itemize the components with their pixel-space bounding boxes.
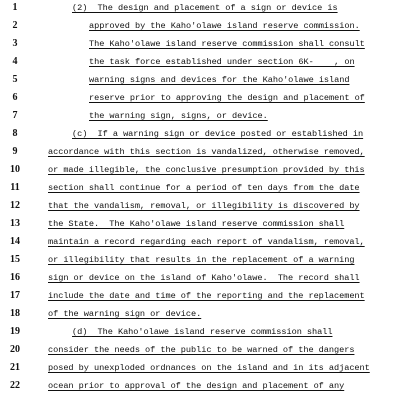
line-text: approved by the Kaho'olawe island reserve commission. [89,21,360,31]
line-number: 5 [12,74,18,85]
line-number: 16 [10,272,20,283]
text-line [0,271,400,289]
text-line [0,289,400,307]
line-number: 13 [10,218,20,229]
line-number: 9 [12,146,18,157]
line-text: posed by unexploded ordnances on the island and in its adjacent [48,363,370,373]
text-line [0,1,400,19]
text-line [0,145,400,163]
text-line [0,127,400,145]
line-number: 3 [12,38,18,49]
line-number: 6 [12,92,18,103]
text-line [0,325,400,343]
line-text: of the warning sign or device. [48,309,202,319]
text-line [0,55,400,73]
line-number: 4 [12,56,18,67]
line-number: 10 [10,164,20,175]
line-text: section shall continue for a period of ten days from the date [48,183,360,193]
text-line [0,19,400,37]
line-number: 8 [12,128,18,139]
line-text: The Kaho'olawe island reserve commission shall consult [89,39,365,49]
line-text: or made illegible, the conclusive presumption provided by this [48,165,365,175]
line-text: accordance with this section is vandalized, otherwise removed, [48,147,365,157]
line-text: the task force established under section 6K- , on [89,57,355,67]
text-line [0,91,400,109]
line-text: (d) The Kaho'olawe island reserve commission shall [72,327,333,337]
line-number: 21 [10,362,20,373]
line-text: or illegibility that results in the replacement of a warning [48,255,355,265]
line-number: 12 [10,200,20,211]
line-number: 17 [10,290,20,301]
line-number: 18 [10,308,20,319]
line-number: 11 [10,182,20,193]
text-line [0,73,400,91]
text-line [0,217,400,235]
line-number: 22 [10,380,20,391]
line-text: that the vandalism, removal, or illegibility is discovered by [48,201,360,211]
line-number: 7 [12,110,18,121]
text-line [0,253,400,271]
line-text: (c) If a warning sign or device posted or established in [72,129,364,139]
line-text: ocean prior to approval of the design and placement of any [48,381,345,391]
line-text: (2) The design and placement of a sign or device is [72,3,338,13]
line-text: include the date and time of the reporting and the replacement [48,291,365,301]
line-number: 15 [10,254,20,265]
line-text: the State. The Kaho'olawe island reserve commission shall [48,219,345,229]
text-line [0,109,400,127]
line-text: sign or device on the island of Kaho'olawe. The record shall [48,273,360,283]
text-line [0,163,400,181]
line-number: 2 [12,20,18,31]
line-text: consider the needs of the public to be warned of the dangers [48,345,355,355]
text-line [0,37,400,55]
text-line [0,199,400,217]
text-line [0,235,400,253]
line-text: maintain a record regarding each report of vandalism, removal, [48,237,365,247]
line-text: warning signs and devices for the Kaho'olawe island [89,75,350,85]
text-line [0,343,400,361]
line-number: 20 [10,344,20,355]
text-line [0,307,400,325]
line-number: 14 [10,236,20,247]
line-text: the warning sign, signs, or device. [89,111,268,121]
text-line [0,379,400,397]
line-text: reserve prior to approving the design and placement of [89,93,365,103]
text-line [0,181,400,199]
line-number: 1 [12,2,18,13]
line-number: 19 [10,326,20,337]
text-line [0,361,400,379]
